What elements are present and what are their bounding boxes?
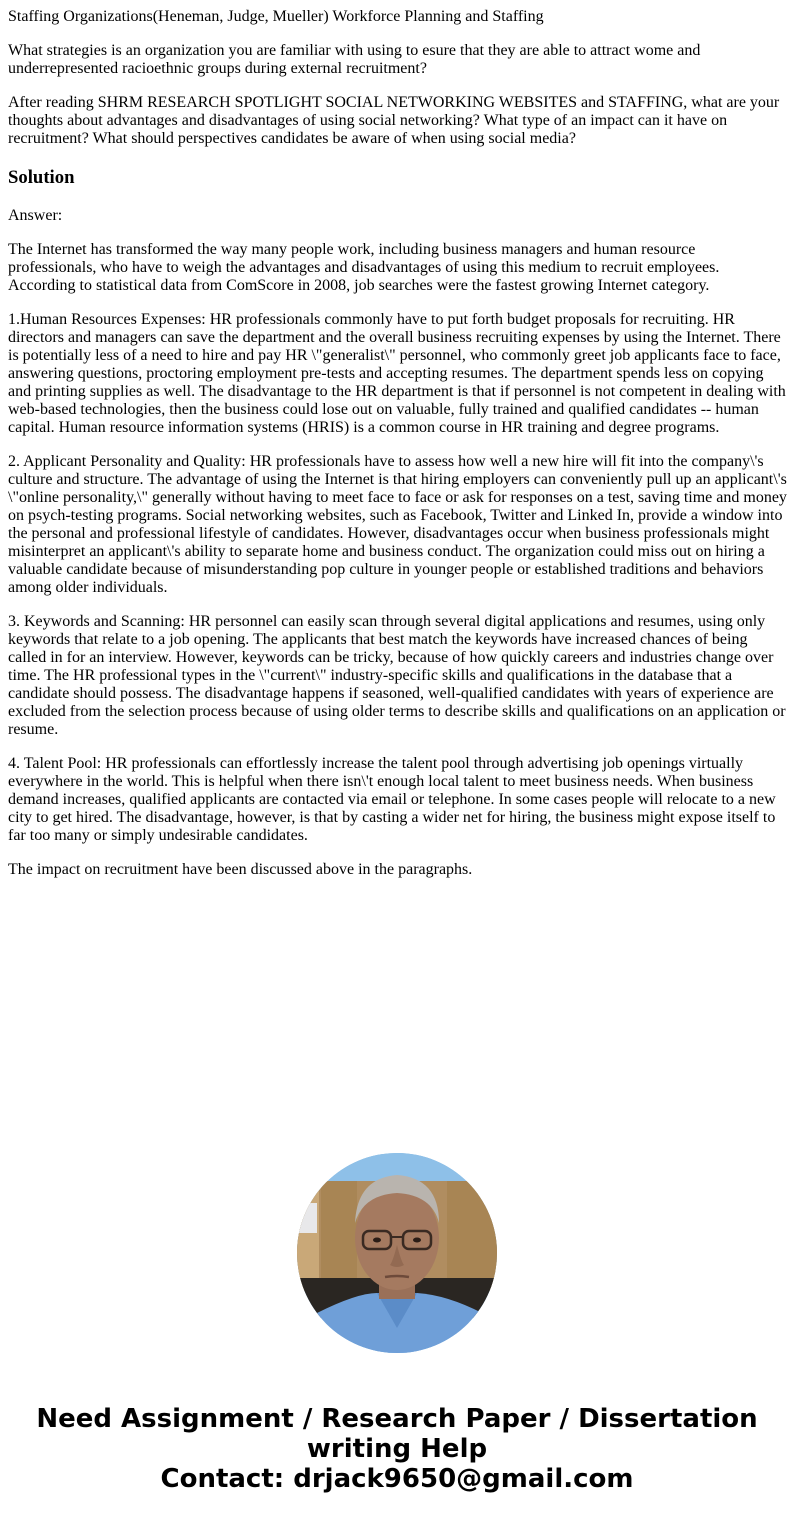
answer-point-2: 2. Applicant Personality and Quality: HR professionals have to assess how well a new hire will fit into the company\'s culture and structure. The advantage of using the Internet is that hiring employers can conveniently pull up an applicant\'s \"online personality,\" generally without having to meet face to face or ask for responses on a test, saving time and money on psych-testing programs. Social networking websites, such as Facebook, Twitter and Linked In, provide a window into the personal and professional lifestyle of candidates. However, disadvantages occur when business professionals might misinterpret an applicant\'s ability to separate home and business conduct. The organization could miss out on hiring a valuable candidate because of misunderstanding pop culture in younger people or established traditions and behaviors among older individuals. [8, 453, 787, 596]
document-title: Staffing Organizations(Heneman, Judge, Mueller) Workforce Planning and Staffing [8, 8, 544, 25]
person-portrait-icon [297, 1153, 497, 1353]
answer-label: Answer: [8, 207, 63, 224]
question-2: After reading SHRM RESEARCH SPOTLIGHT SOCIAL NETWORKING WEBSITES and STAFFING, what are your thoughts about advantages and disadvantages of using social networking? What type of an impact can it have on recruitment? What should perspectives candidates be aware of when using social media? [8, 94, 780, 147]
contact-promo [0, 1404, 794, 1494]
question-1: What strategies is an organization you are familiar with using to esure that they are able to attract wome and underrepresented racioethnic groups during external recruitment? [8, 42, 701, 77]
answer-closing: The impact on recruitment have been discussed above in the paragraphs. [8, 861, 473, 878]
answer-point-1: 1.Human Resources Expenses: HR professionals commonly have to put forth budget proposals for recruiting. HR directors and managers can save the department and the overall business recruiting expenses by using the Internet. There is potentially less of a need to hire and pay HR \"generalist\" personnel, who commonly greet job applicants face to face, answering questions, proctoring employment pre-tests and accepting resumes. The department spends less on copying and printing supplies as well. The disadvantage to the HR department is that if personnel is not competent in dealing with web-based technologies, then the business could lose out on valuable, fully trained and qualified candidates -- human capital. Human resource information systems (HRIS) is a common course in HR training and degree programs. [8, 311, 786, 436]
promo-line-1: Need Assignment / Research Paper / Dissertation [36, 1404, 758, 1434]
answer-intro: The Internet has transformed the way many people work, including business managers and human resource professionals, who have to weigh the advantages and disadvantages of using this medium to recruit employees. According to statistical data from ComScore in 2008, job searches were the fastest growing Internet category. [8, 241, 720, 294]
avatar [297, 1153, 497, 1353]
solution-heading: Solution [8, 167, 75, 188]
promo-line-2: writing Help [306, 1434, 488, 1464]
answer-point-3: 3. Keywords and Scanning: HR personnel can easily scan through several digital applications and resumes, using only keywords that relate to a job opening. The applicants that best match the keywords have increased chances of being called in for an interview. However, keywords can be tricky, because of how quickly careers and industries change over time. The HR professional types in the \"current\" industry-specific skills and qualifications in the database that a candidate should possess. The disadvantage happens if seasoned, well-qualified candidates with years of experience are excluded from the selection process because of using older terms to describe skills and qualifications on an application or resume. [8, 613, 786, 738]
promo-contact-email: Contact: drjack9650@gmail.com [160, 1464, 634, 1494]
answer-point-4: 4. Talent Pool: HR professionals can effortlessly increase the talent pool through advertising job openings virtually everywhere in the world. This is helpful when there isn\'t enough local talent to meet business needs. When business demand increases, qualified applicants are contacted via email or telephone. In some cases people will relocate to a new city to get hired. The disadvantage, however, is that by casting a wider net for hiring, the business might expose itself to far too many or simply undesirable candidates. [8, 755, 776, 844]
